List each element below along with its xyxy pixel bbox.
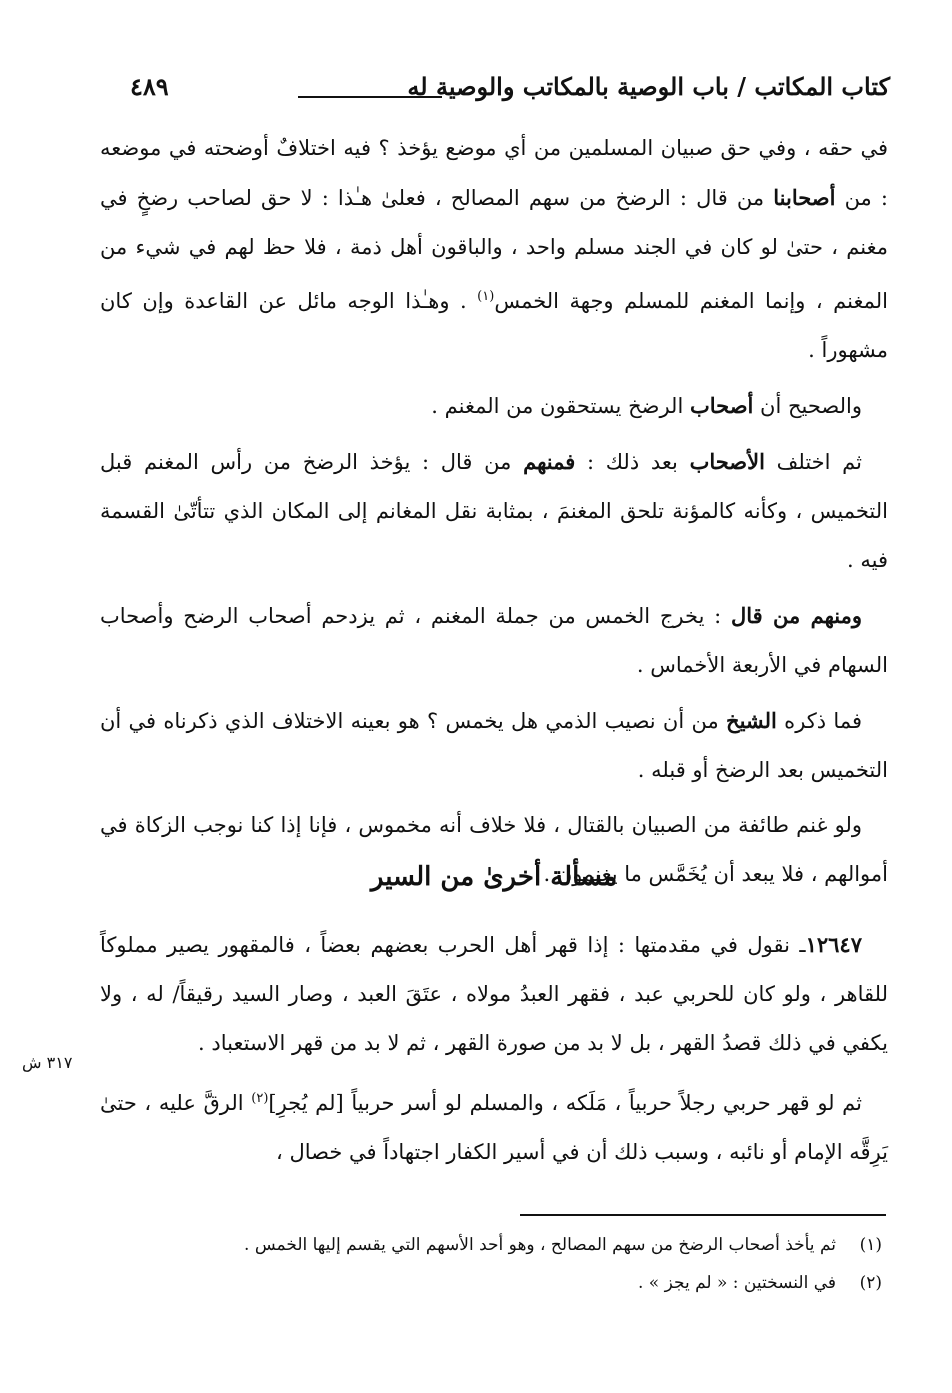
- section-heading: مسألة أخرىٰ من السير: [370, 862, 618, 892]
- footnote-text: في النسختين : « لم يجز » .: [637, 1273, 836, 1293]
- paragraph-number: ١٢٦٤٧: [805, 932, 862, 957]
- running-title: كتاب المكاتب / باب الوصية بالمكاتب والوصية له: [407, 72, 890, 101]
- paragraph: في حقه ، وفي حق صبيان المسلمين من أي موضع يؤخذ ؟ فيه اختلافٌ أوضحته في موضعه : من أصحابنا من قال : الرضخ من سهم المصالح ، فعلىٰ هـٰذا : لا حق لصاحب رضخٍ في مغنم ، حتىٰ لو كان في الجند مسلم واحد ، والباقون أهل ذمة ، فلا حظ لهم في شيء من المغنم ، وإنما المغنم للمسلم وجهة الخمس$^{(١)}$ . وهـٰذا الوجه مائل عن القاعدة وإن كان مشهوراً .: [100, 136, 889, 362]
- paragraph: ثم اختلف الأصحاب بعد ذلك : فمنهم من قال : يؤخذ الرضخ من رأس المغنم قبل التخميس ، وكأنه كالمؤنة تلحق المغنمَ ، بمثابة نقل المغانم إلى المكان الذي تتأتّىٰ القسمة فيه .: [100, 449, 888, 572]
- paragraph: فما ذكره الشيخ من أن نصيب الذمي هل يخمس ؟ هو بعينه الاختلاف الذي ذكرناه في أن التخميس بعد الرضخ أو قبله .: [100, 708, 888, 782]
- footnote-rule: [520, 1214, 886, 1216]
- footnote-number: (١): [859, 1235, 882, 1255]
- paragraph: والصحيح أن أصحاب الرضخ يستحقون من المغنم .: [431, 393, 862, 418]
- paragraph: ١٢٦٤٧ـ نقول في مقدمتها : إذا قهر أهل الحرب بعضهم بعضاً ، فالمقهور يصير مملوكاً للقاهر ، ولو كان للحربي عبد ، فقهر العبدُ مولاه ، عتَقَ العبد ، وصار السيد رقيقاً/ له ، ولا يكفي في ذلك قصدُ القهر ، بل لا بد من صورة القهر ، ثم لا بد من قهر الاستعباد .: [100, 932, 888, 1055]
- header-rule: [298, 96, 442, 98]
- paragraph: ولو غنم طائفة من الصبيان بالقتال ، فلا خلاف أنه مخموس ، فإنا إذا كنا نوجب الزكاة في أموالهم ، فلا يبعد أن يُخَمَّس ما يغنمون .: [100, 813, 888, 886]
- manuscript-margin-note: ٣١٧ ش: [22, 1053, 73, 1072]
- footnote-text: ثم يأخذ أصحاب الرضخ من سهم المصالح ، وهو أحد الأسهم التي يقسم إليها الخمس .: [244, 1235, 836, 1255]
- paragraph: ومنهم من قال : يخرج الخمس من جملة المغنم ، ثم يزدحم أصحاب الرضح وأصحاب السهام في الأربعة الأخماس .: [100, 603, 888, 677]
- page-number: ٤٨٩: [130, 72, 169, 101]
- paragraph: ثم لو قهر حربي رجلاً حربياً ، مَلَكه ، والمسلم لو أسر حربياً [لم يُجرِ]$^{(٢)}$ الرقَّ عليه ، حتىٰ يَرِقَّه الإمام أو نائبه ، وسبب ذلك أن في أسير الكفار اجتهاداً في خصال ،: [100, 1091, 888, 1164]
- footnote-ref: (٢): [251, 1091, 269, 1106]
- footnote-number: (٢): [859, 1273, 882, 1293]
- page-header: [108, 72, 890, 112]
- footnotes: [92, 1226, 882, 1302]
- main-text: [100, 124, 888, 899]
- footnote-ref: (١): [477, 289, 495, 304]
- section-text: [100, 920, 888, 1177]
- footnote: [92, 1264, 882, 1302]
- footnote: [92, 1226, 882, 1264]
